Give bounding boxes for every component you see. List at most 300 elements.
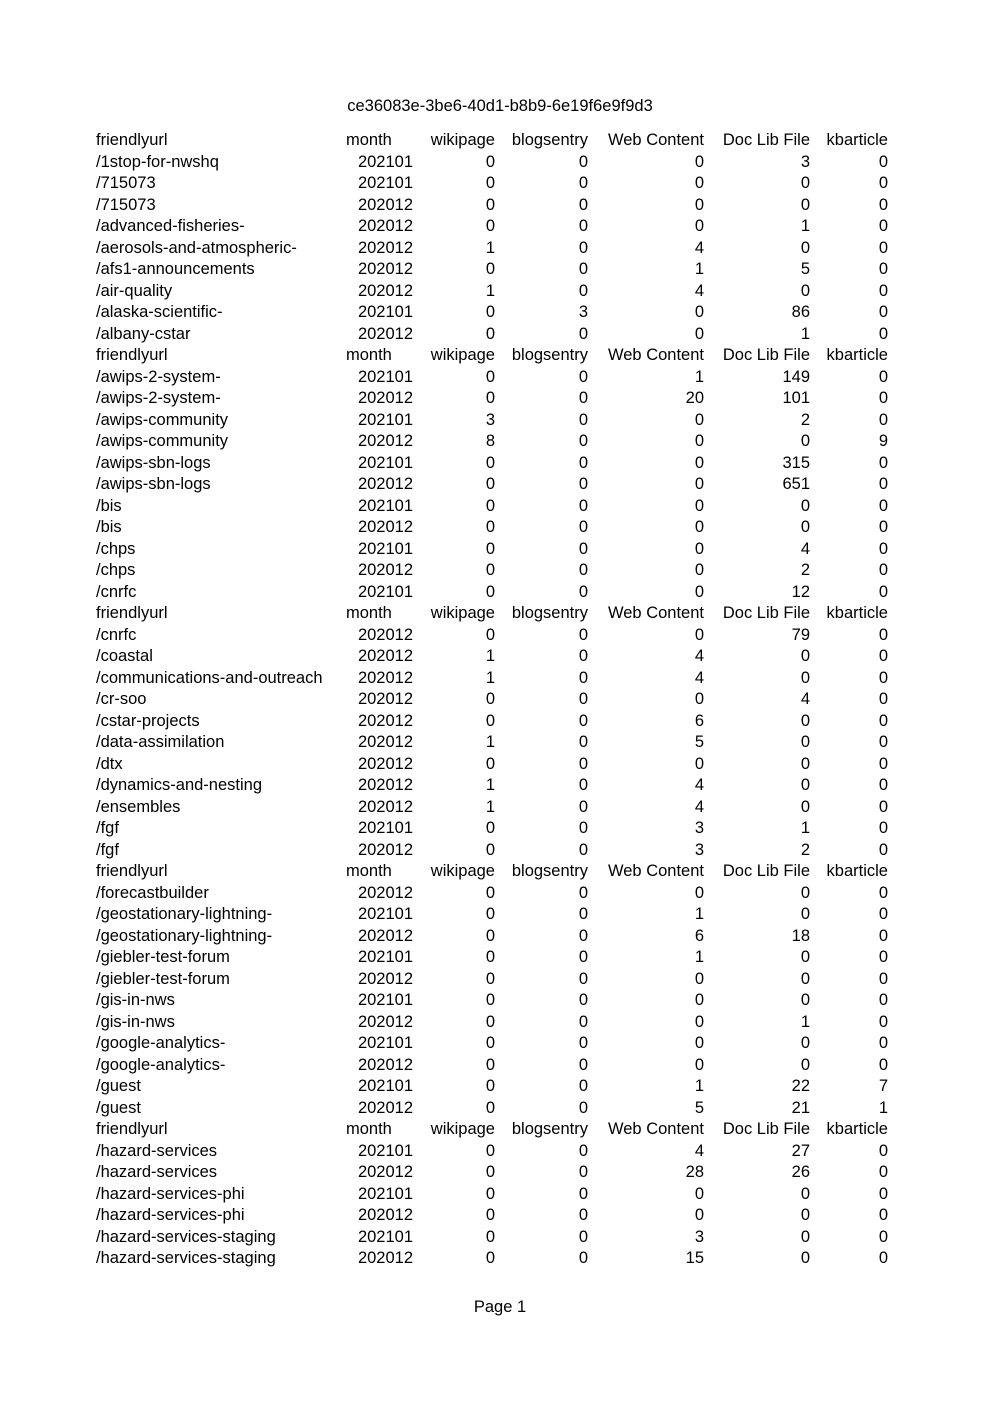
column-header-friendlyurl: friendlyurl xyxy=(96,131,168,149)
cell-blogsentry: 0 xyxy=(578,281,588,300)
cell-month: 202012 xyxy=(357,195,413,214)
cell-doc-lib-file: 27 xyxy=(791,1141,810,1160)
table-row xyxy=(96,1248,888,1270)
cell-web-content: 4 xyxy=(694,668,704,687)
table-row xyxy=(96,259,888,281)
cell-blogsentry: 0 xyxy=(578,1055,588,1074)
cell-friendlyurl: /cnrfc xyxy=(96,625,137,644)
cell-wikipage: 1 xyxy=(485,776,495,794)
cell-wikipage: 0 xyxy=(485,991,495,1009)
column-header-web-content: Web Content xyxy=(607,1120,704,1138)
cell-month: 202101 xyxy=(357,174,413,192)
table-row xyxy=(96,474,888,496)
cell-month: 202012 xyxy=(357,1163,413,1181)
table-row xyxy=(96,990,888,1012)
column-header-doc-lib-file: Doc Lib File xyxy=(722,131,810,149)
cell-friendlyurl: /data-assimilation xyxy=(96,733,225,751)
table-row xyxy=(96,1055,888,1077)
cell-wikipage: 1 xyxy=(485,238,495,257)
cell-wikipage: 0 xyxy=(485,754,495,773)
cell-web-content: 5 xyxy=(694,1098,704,1117)
cell-doc-lib-file: 0 xyxy=(800,1034,810,1052)
cell-month: 202101 xyxy=(357,152,413,171)
table-row xyxy=(96,560,888,582)
cell-wikipage: 0 xyxy=(485,217,495,235)
table-row xyxy=(96,797,888,819)
cell-wikipage: 1 xyxy=(485,281,495,300)
cell-web-content: 0 xyxy=(694,453,704,472)
cell-wikipage: 0 xyxy=(485,905,495,923)
cell-web-content: 0 xyxy=(694,1012,704,1031)
cell-web-content: 0 xyxy=(694,195,704,214)
cell-kbarticle: 0 xyxy=(878,260,888,278)
table-row xyxy=(96,711,888,733)
cell-blogsentry: 0 xyxy=(578,797,588,816)
cell-month: 202012 xyxy=(357,389,413,407)
cell-wikipage: 1 xyxy=(485,668,495,687)
column-header-row xyxy=(96,345,888,367)
cell-web-content: 1 xyxy=(694,905,704,923)
cell-month: 202101 xyxy=(357,991,413,1009)
cell-month: 202101 xyxy=(357,1184,413,1203)
cell-blogsentry: 0 xyxy=(578,389,588,407)
cell-month: 202012 xyxy=(357,926,413,945)
cell-blogsentry: 0 xyxy=(578,625,588,644)
table-row xyxy=(96,1012,888,1034)
cell-wikipage: 0 xyxy=(485,1163,495,1181)
table-row xyxy=(96,238,888,260)
table-row xyxy=(96,324,888,346)
table-row xyxy=(96,1033,888,1055)
cell-month: 202012 xyxy=(357,668,413,687)
cell-friendlyurl: /gis-in-nws xyxy=(96,1012,175,1031)
cell-doc-lib-file: 0 xyxy=(800,1055,810,1074)
cell-friendlyurl: /cr-soo xyxy=(96,690,147,708)
cell-month: 202012 xyxy=(357,840,413,859)
cell-kbarticle: 0 xyxy=(878,991,888,1009)
cell-wikipage: 0 xyxy=(485,711,495,730)
cell-doc-lib-file: 1 xyxy=(800,1012,810,1031)
cell-blogsentry: 0 xyxy=(578,152,588,171)
cell-doc-lib-file: 5 xyxy=(800,260,810,278)
cell-month: 202012 xyxy=(357,776,413,794)
column-header-kbarticle: kbarticle xyxy=(826,604,888,622)
cell-friendlyurl: /aerosols-and-atmospheric- xyxy=(96,238,297,257)
cell-kbarticle: 0 xyxy=(878,453,888,472)
cell-blogsentry: 0 xyxy=(578,260,588,278)
cell-web-content: 0 xyxy=(694,969,704,988)
cell-kbarticle: 0 xyxy=(878,905,888,923)
column-header-doc-lib-file: Doc Lib File xyxy=(722,604,810,622)
cell-friendlyurl: /guest xyxy=(96,1077,141,1095)
cell-blogsentry: 0 xyxy=(578,1141,588,1160)
cell-kbarticle: 0 xyxy=(878,1163,888,1181)
cell-wikipage: 3 xyxy=(485,410,495,429)
cell-web-content: 4 xyxy=(694,647,704,665)
cell-kbarticle: 0 xyxy=(878,1012,888,1031)
cell-doc-lib-file: 0 xyxy=(800,733,810,751)
cell-kbarticle: 0 xyxy=(878,475,888,493)
cell-month: 202012 xyxy=(357,217,413,235)
cell-web-content: 1 xyxy=(694,367,704,386)
cell-kbarticle: 0 xyxy=(878,969,888,988)
cell-blogsentry: 0 xyxy=(578,174,588,192)
cell-doc-lib-file: 0 xyxy=(800,668,810,687)
cell-wikipage: 0 xyxy=(485,367,495,386)
cell-month: 202012 xyxy=(357,625,413,644)
cell-month: 202101 xyxy=(357,819,413,837)
cell-web-content: 3 xyxy=(694,1227,704,1246)
cell-doc-lib-file: 0 xyxy=(800,195,810,214)
cell-doc-lib-file: 0 xyxy=(800,948,810,966)
column-header-blogsentry: blogsentry xyxy=(511,131,588,149)
cell-doc-lib-file: 18 xyxy=(791,926,810,945)
cell-blogsentry: 0 xyxy=(578,668,588,687)
cell-kbarticle: 0 xyxy=(878,367,888,386)
cell-month: 202012 xyxy=(357,733,413,751)
cell-doc-lib-file: 4 xyxy=(800,539,810,558)
cell-blogsentry: 0 xyxy=(578,819,588,837)
cell-month: 202101 xyxy=(357,1141,413,1160)
table-row xyxy=(96,517,888,539)
cell-friendlyurl: /guest xyxy=(96,1098,141,1117)
cell-month: 202012 xyxy=(357,324,413,343)
cell-web-content: 3 xyxy=(694,840,704,859)
cell-wikipage: 0 xyxy=(485,1227,495,1246)
cell-web-content: 1 xyxy=(694,948,704,966)
cell-doc-lib-file: 651 xyxy=(782,475,810,493)
cell-friendlyurl: /giebler-test-forum xyxy=(96,948,230,966)
cell-doc-lib-file: 149 xyxy=(782,367,810,386)
cell-friendlyurl: /google-analytics- xyxy=(96,1055,226,1074)
cell-friendlyurl: /awips-sbn-logs xyxy=(96,475,211,493)
cell-wikipage: 0 xyxy=(485,1034,495,1052)
cell-month: 202012 xyxy=(357,561,413,579)
cell-web-content: 0 xyxy=(694,625,704,644)
cell-web-content: 5 xyxy=(694,733,704,751)
cell-doc-lib-file: 2 xyxy=(800,561,810,579)
cell-wikipage: 0 xyxy=(485,324,495,343)
cell-wikipage: 0 xyxy=(485,819,495,837)
cell-kbarticle: 0 xyxy=(878,647,888,665)
cell-wikipage: 0 xyxy=(485,389,495,407)
cell-friendlyurl: /715073 xyxy=(96,174,156,192)
cell-kbarticle: 0 xyxy=(878,668,888,687)
cell-wikipage: 0 xyxy=(485,1249,495,1267)
cell-blogsentry: 0 xyxy=(578,432,588,450)
cell-kbarticle: 0 xyxy=(878,797,888,816)
table-row xyxy=(96,818,888,840)
cell-web-content: 0 xyxy=(694,582,704,601)
cell-kbarticle: 0 xyxy=(878,281,888,300)
cell-friendlyurl: /forecastbuilder xyxy=(96,883,209,902)
column-header-blogsentry: blogsentry xyxy=(511,604,588,622)
cell-web-content: 0 xyxy=(694,518,704,536)
cell-kbarticle: 0 xyxy=(878,582,888,601)
cell-doc-lib-file: 4 xyxy=(800,690,810,708)
cell-blogsentry: 0 xyxy=(578,1184,588,1203)
cell-kbarticle: 0 xyxy=(878,733,888,751)
column-header-month: month xyxy=(346,131,392,149)
cell-friendlyurl: /albany-cstar xyxy=(96,324,191,343)
cell-blogsentry: 0 xyxy=(578,217,588,235)
cell-web-content: 0 xyxy=(694,1206,704,1224)
cell-web-content: 4 xyxy=(694,776,704,794)
cell-wikipage: 0 xyxy=(485,195,495,214)
cell-wikipage: 1 xyxy=(485,797,495,816)
cell-blogsentry: 0 xyxy=(578,733,588,751)
column-header-friendlyurl: friendlyurl xyxy=(96,1120,168,1138)
cell-blogsentry: 0 xyxy=(578,195,588,214)
cell-friendlyurl: /fgf xyxy=(96,840,119,859)
cell-blogsentry: 0 xyxy=(578,367,588,386)
cell-blogsentry: 0 xyxy=(578,690,588,708)
cell-wikipage: 0 xyxy=(485,969,495,988)
table-row xyxy=(96,969,888,991)
cell-doc-lib-file: 0 xyxy=(800,905,810,923)
cell-friendlyurl: /1stop-for-nwshq xyxy=(96,152,219,171)
cell-blogsentry: 0 xyxy=(578,905,588,923)
cell-wikipage: 0 xyxy=(485,303,495,321)
cell-month: 202101 xyxy=(357,367,413,386)
cell-friendlyurl: /bis xyxy=(96,518,122,536)
column-header-row xyxy=(96,603,888,625)
cell-blogsentry: 0 xyxy=(578,926,588,945)
cell-wikipage: 0 xyxy=(485,453,495,472)
cell-month: 202101 xyxy=(357,905,413,923)
cell-doc-lib-file: 315 xyxy=(782,453,810,472)
cell-kbarticle: 9 xyxy=(878,432,888,450)
cell-month: 202101 xyxy=(357,1227,413,1246)
cell-friendlyurl: /geostationary-lightning- xyxy=(96,905,273,923)
column-header-blogsentry: blogsentry xyxy=(511,862,588,880)
cell-doc-lib-file: 0 xyxy=(800,432,810,450)
column-header-month: month xyxy=(346,862,392,880)
column-header-month: month xyxy=(346,604,392,622)
table-row xyxy=(96,754,888,776)
cell-blogsentry: 0 xyxy=(578,754,588,773)
cell-kbarticle: 0 xyxy=(878,1141,888,1160)
cell-wikipage: 0 xyxy=(485,690,495,708)
cell-blogsentry: 0 xyxy=(578,582,588,601)
cell-doc-lib-file: 1 xyxy=(800,819,810,837)
cell-kbarticle: 1 xyxy=(878,1098,888,1117)
cell-web-content: 1 xyxy=(694,260,704,278)
cell-friendlyurl: /hazard-services-phi xyxy=(96,1184,245,1203)
cell-kbarticle: 0 xyxy=(878,776,888,794)
cell-friendlyurl: /chps xyxy=(96,539,136,558)
cell-wikipage: 0 xyxy=(485,625,495,644)
cell-blogsentry: 0 xyxy=(578,776,588,794)
cell-kbarticle: 0 xyxy=(878,1227,888,1246)
table-row xyxy=(96,1162,888,1184)
cell-month: 202012 xyxy=(357,1012,413,1031)
cell-wikipage: 0 xyxy=(485,1184,495,1203)
cell-doc-lib-file: 0 xyxy=(800,1249,810,1267)
cell-kbarticle: 0 xyxy=(878,1055,888,1074)
cell-friendlyurl: /hazard-services-staging xyxy=(96,1227,276,1246)
cell-web-content: 0 xyxy=(694,174,704,192)
cell-doc-lib-file: 0 xyxy=(800,1184,810,1203)
cell-kbarticle: 0 xyxy=(878,238,888,257)
cell-web-content: 6 xyxy=(694,711,704,730)
cell-blogsentry: 0 xyxy=(578,1012,588,1031)
cell-web-content: 0 xyxy=(694,1055,704,1074)
cell-doc-lib-file: 0 xyxy=(800,797,810,816)
cell-blogsentry: 0 xyxy=(578,991,588,1009)
column-header-web-content: Web Content xyxy=(607,604,704,622)
cell-web-content: 0 xyxy=(694,152,704,171)
cell-wikipage: 0 xyxy=(485,582,495,601)
cell-doc-lib-file: 0 xyxy=(800,711,810,730)
page-number: Page 1 xyxy=(473,1298,527,1316)
cell-friendlyurl: /afs1-announcements xyxy=(96,260,255,278)
cell-friendlyurl: /awips-sbn-logs xyxy=(96,453,211,472)
cell-friendlyurl: /awips-community xyxy=(96,410,229,429)
cell-blogsentry: 0 xyxy=(578,1227,588,1246)
cell-kbarticle: 0 xyxy=(878,303,888,321)
cell-web-content: 0 xyxy=(694,1184,704,1203)
table-row xyxy=(96,410,888,432)
cell-friendlyurl: /dynamics-and-nesting xyxy=(96,776,262,794)
table-row xyxy=(96,1184,888,1206)
cell-doc-lib-file: 0 xyxy=(800,496,810,515)
table-row xyxy=(96,195,888,217)
table-row xyxy=(96,367,888,389)
cell-doc-lib-file: 2 xyxy=(800,840,810,859)
table-row xyxy=(96,689,888,711)
cell-doc-lib-file: 0 xyxy=(800,883,810,902)
cell-blogsentry: 0 xyxy=(578,1206,588,1224)
column-header-blogsentry: blogsentry xyxy=(511,346,588,364)
cell-friendlyurl: /advanced-fisheries- xyxy=(96,217,245,235)
report-table xyxy=(96,130,888,1270)
cell-kbarticle: 0 xyxy=(878,1249,888,1267)
cell-doc-lib-file: 0 xyxy=(800,969,810,988)
cell-month: 202012 xyxy=(357,690,413,708)
cell-month: 202012 xyxy=(357,1206,413,1224)
table-row xyxy=(96,431,888,453)
cell-kbarticle: 0 xyxy=(878,195,888,214)
cell-doc-lib-file: 0 xyxy=(800,1227,810,1246)
cell-kbarticle: 0 xyxy=(878,410,888,429)
cell-month: 202012 xyxy=(357,1098,413,1117)
cell-doc-lib-file: 86 xyxy=(791,303,810,321)
cell-doc-lib-file: 0 xyxy=(800,754,810,773)
cell-wikipage: 0 xyxy=(485,475,495,493)
cell-friendlyurl: /hazard-services-staging xyxy=(96,1249,276,1267)
cell-friendlyurl: /gis-in-nws xyxy=(96,991,175,1009)
cell-doc-lib-file: 21 xyxy=(791,1098,810,1117)
cell-blogsentry: 0 xyxy=(578,969,588,988)
cell-month: 202012 xyxy=(357,281,413,300)
cell-month: 202012 xyxy=(357,432,413,450)
cell-blogsentry: 0 xyxy=(578,453,588,472)
cell-kbarticle: 0 xyxy=(878,819,888,837)
cell-web-content: 0 xyxy=(694,496,704,515)
cell-month: 202012 xyxy=(357,647,413,665)
cell-month: 202012 xyxy=(357,797,413,816)
cell-friendlyurl: /alaska-scientific- xyxy=(96,303,223,321)
cell-doc-lib-file: 26 xyxy=(791,1163,810,1181)
cell-kbarticle: 7 xyxy=(878,1077,888,1095)
cell-doc-lib-file: 0 xyxy=(800,1206,810,1224)
cell-wikipage: 0 xyxy=(485,883,495,902)
cell-doc-lib-file: 22 xyxy=(791,1077,810,1095)
column-header-doc-lib-file: Doc Lib File xyxy=(722,1120,810,1138)
cell-kbarticle: 0 xyxy=(878,1034,888,1052)
cell-friendlyurl: /chps xyxy=(96,561,136,579)
column-header-doc-lib-file: Doc Lib File xyxy=(722,346,810,364)
cell-kbarticle: 0 xyxy=(878,174,888,192)
cell-blogsentry: 0 xyxy=(578,1077,588,1095)
cell-friendlyurl: /giebler-test-forum xyxy=(96,969,230,988)
cell-wikipage: 0 xyxy=(485,496,495,515)
cell-kbarticle: 0 xyxy=(878,948,888,966)
column-header-row xyxy=(96,861,888,883)
cell-web-content: 6 xyxy=(694,926,704,945)
cell-doc-lib-file: 12 xyxy=(791,582,810,601)
table-row xyxy=(96,496,888,518)
table-row xyxy=(96,388,888,410)
cell-month: 202012 xyxy=(357,260,413,278)
column-header-web-content: Web Content xyxy=(607,131,704,149)
cell-friendlyurl: /dtx xyxy=(96,754,123,773)
cell-web-content: 0 xyxy=(694,475,704,493)
table-row xyxy=(96,775,888,797)
table-row xyxy=(96,1227,888,1249)
cell-blogsentry: 0 xyxy=(578,840,588,859)
cell-friendlyurl: /geostationary-lightning- xyxy=(96,926,273,945)
cell-web-content: 20 xyxy=(685,389,704,407)
table-row xyxy=(96,625,888,647)
cell-kbarticle: 0 xyxy=(878,561,888,579)
table-row xyxy=(96,281,888,303)
cell-month: 202012 xyxy=(357,1055,413,1074)
table-row xyxy=(96,926,888,948)
column-header-wikipage: wikipage xyxy=(430,131,495,149)
cell-month: 202012 xyxy=(357,711,413,730)
cell-friendlyurl: /cstar-projects xyxy=(96,711,200,730)
cell-web-content: 0 xyxy=(694,432,704,450)
cell-wikipage: 8 xyxy=(485,432,495,450)
cell-web-content: 4 xyxy=(694,797,704,816)
column-header-month: month xyxy=(346,1120,392,1138)
cell-web-content: 4 xyxy=(694,281,704,300)
cell-wikipage: 1 xyxy=(485,733,495,751)
cell-wikipage: 0 xyxy=(485,926,495,945)
table-row xyxy=(96,582,888,604)
cell-kbarticle: 0 xyxy=(878,152,888,171)
cell-kbarticle: 0 xyxy=(878,496,888,515)
cell-month: 202101 xyxy=(357,539,413,558)
cell-friendlyurl: /awips-2-system- xyxy=(96,389,221,407)
cell-doc-lib-file: 0 xyxy=(800,238,810,257)
column-header-row xyxy=(96,1119,888,1141)
cell-doc-lib-file: 0 xyxy=(800,518,810,536)
cell-wikipage: 0 xyxy=(485,1098,495,1117)
cell-month: 202101 xyxy=(357,582,413,601)
cell-wikipage: 1 xyxy=(485,647,495,665)
cell-kbarticle: 0 xyxy=(878,926,888,945)
column-header-kbarticle: kbarticle xyxy=(826,1120,888,1138)
cell-month: 202101 xyxy=(357,1077,413,1095)
cell-friendlyurl: /cnrfc xyxy=(96,582,137,601)
cell-wikipage: 0 xyxy=(485,561,495,579)
cell-month: 202012 xyxy=(357,238,413,257)
cell-friendlyurl: /awips-2-system- xyxy=(96,367,221,386)
cell-wikipage: 0 xyxy=(485,1055,495,1074)
